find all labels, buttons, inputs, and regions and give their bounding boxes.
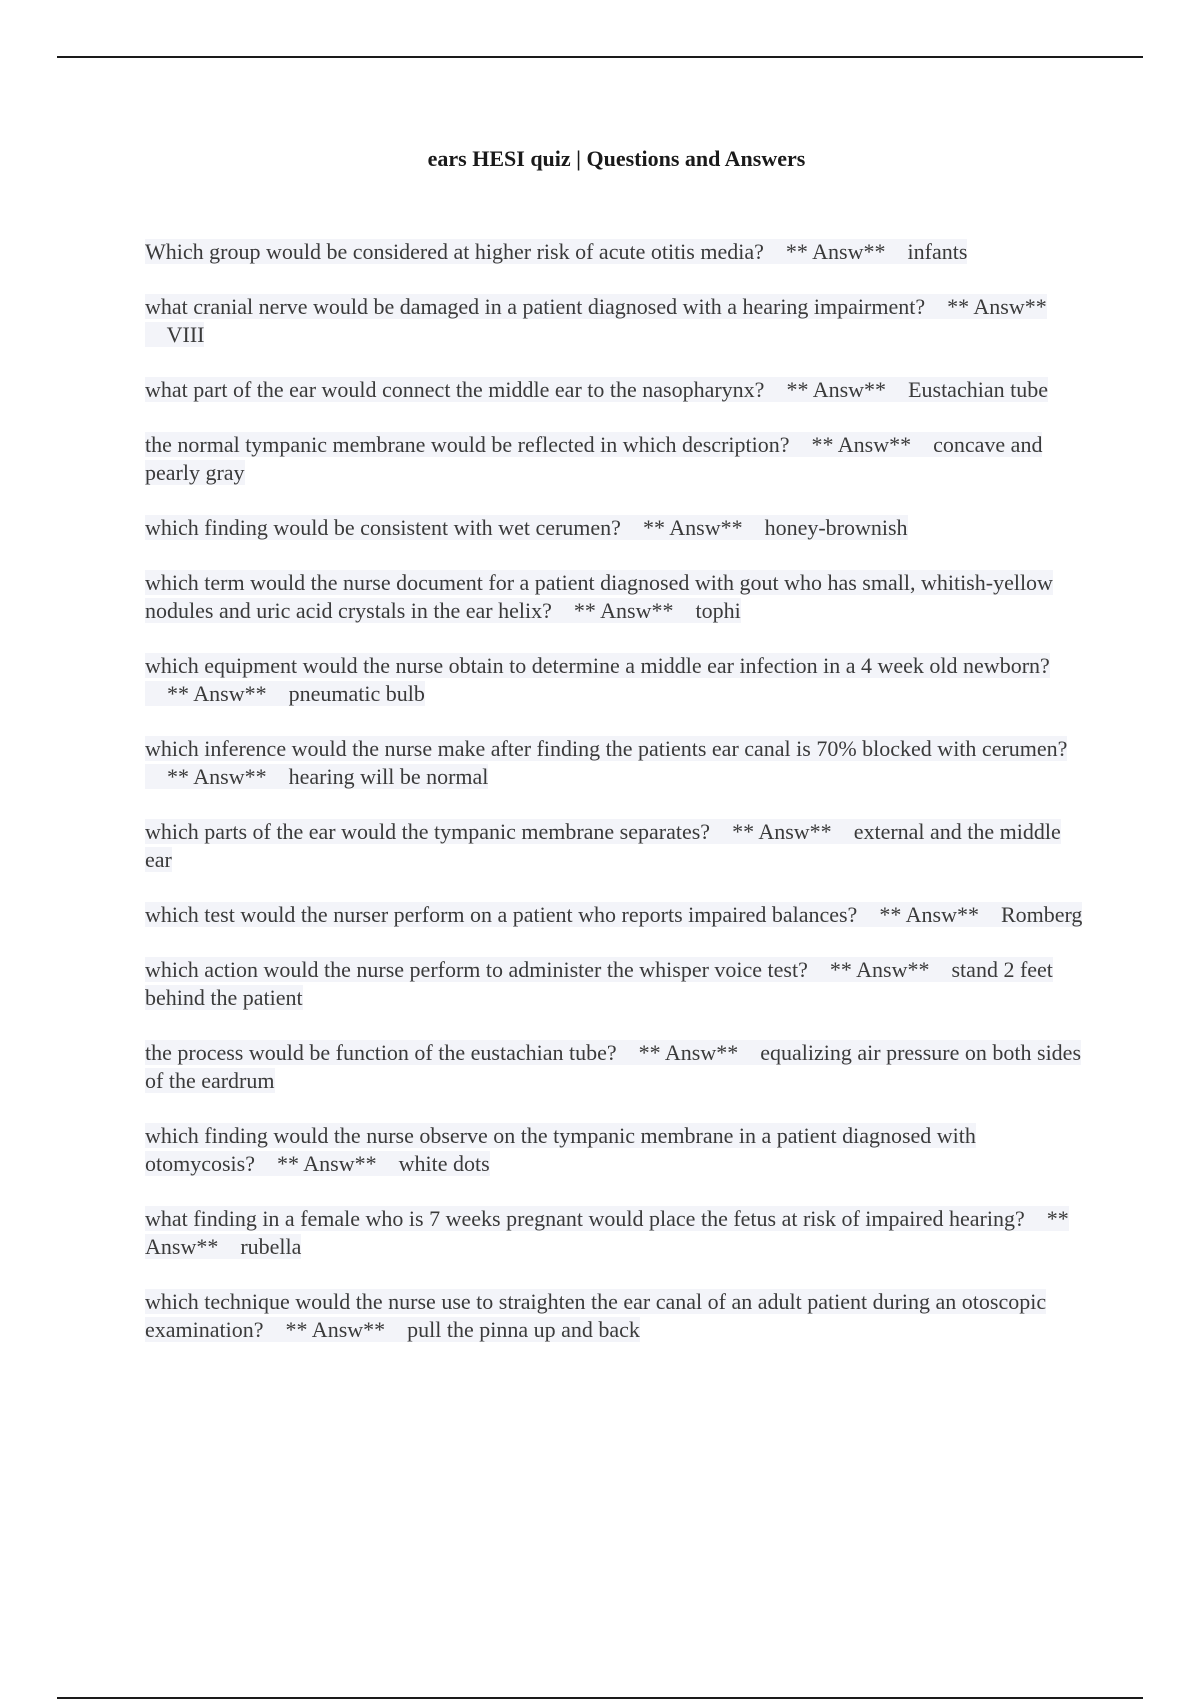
qa-item — [145, 569, 1085, 625]
answer-text: honey-brownish — [764, 515, 908, 540]
page-title: ears HESI quiz | Questions and Answers — [427, 146, 806, 171]
question-text: which parts of the ear would the tympanic membrane separates? — [145, 819, 711, 844]
qa-text — [145, 736, 1067, 789]
question-text: which finding would be consistent with wet cerumen? — [145, 515, 621, 540]
qa-text — [145, 957, 1053, 1010]
question-text: which technique would the nurse use to straighten the ear canal of an adult patient during an otoscopic examination? — [145, 1289, 1047, 1342]
question-text: the process would be function of the eustachian tube? — [145, 1040, 617, 1065]
question-text: Which group would be considered at higher risk of acute otitis media? — [145, 239, 764, 264]
qa-list — [145, 238, 1085, 1371]
question-text: which term would the nurse document for a patient diagnosed with gout who has small, whitish-yellow nodules and uric acid crystals in the ear helix? — [145, 570, 1053, 623]
answer-marker: ** Answ** — [638, 1040, 739, 1065]
qa-text — [145, 1040, 1081, 1093]
qa-item — [145, 1205, 1085, 1261]
answer-text: infants — [907, 239, 968, 264]
answer-marker: ** Answ** — [277, 1151, 377, 1176]
answer-marker: ** Answ** — [879, 902, 979, 927]
answer-text: Eustachian tube — [908, 377, 1048, 402]
answer-text: equalizing air pressure on both sides of the eardrum — [145, 1040, 1082, 1093]
qa-text — [145, 1123, 976, 1176]
footer-rule — [57, 1697, 1143, 1699]
answer-marker: ** Answ** — [642, 515, 743, 540]
answer-marker: ** Answ** — [786, 377, 887, 402]
qa-item — [145, 293, 1085, 349]
qa-text — [145, 1206, 1069, 1259]
qa-text — [145, 294, 1047, 347]
answer-text: Romberg — [1000, 902, 1083, 927]
answer-marker: ** Answ** — [829, 957, 930, 982]
question-text: what cranial nerve would be damaged in a patient diagnosed with a hearing impairment? — [145, 294, 926, 319]
qa-item — [145, 376, 1085, 404]
answer-text: external and the middle ear — [145, 819, 1061, 872]
question-text: which finding would the nurse observe on the tympanic membrane in a patient diagnosed with otomycosis? — [145, 1123, 976, 1176]
question-text: what part of the ear would connect the middle ear to the nasopharynx? — [145, 377, 765, 402]
answer-text: VIII — [166, 322, 205, 347]
qa-text — [145, 1289, 1046, 1342]
qa-item — [145, 956, 1085, 1012]
answer-text: pneumatic bulb — [288, 681, 425, 706]
qa-text — [145, 377, 1048, 402]
qa-item — [145, 652, 1085, 708]
qa-text — [145, 570, 1053, 623]
qa-text — [145, 239, 967, 264]
qa-item — [145, 238, 1085, 266]
answer-text: concave and pearly gray — [145, 432, 1043, 485]
answer-marker: ** Answ** — [167, 764, 267, 789]
qa-item — [145, 514, 1085, 542]
answer-text: stand 2 feet behind the patient — [145, 957, 1053, 1010]
answer-text: rubella — [240, 1234, 302, 1259]
qa-text — [145, 653, 1050, 706]
question-text: what finding in a female who is 7 weeks pregnant would place the fetus at risk of impaired hearing? — [145, 1206, 1025, 1231]
answer-marker: ** Answ** — [167, 681, 267, 706]
answer-text: white dots — [398, 1151, 490, 1176]
answer-marker: ** Answ** — [947, 294, 1047, 319]
answer-text: hearing will be normal — [288, 764, 489, 789]
qa-text — [145, 819, 1061, 872]
qa-item — [145, 901, 1085, 929]
qa-item — [145, 431, 1085, 487]
qa-text — [145, 515, 908, 540]
qa-text — [145, 432, 1042, 485]
qa-item — [145, 1288, 1085, 1344]
answer-marker: ** Answ** — [145, 1206, 1069, 1259]
answer-text: pull the pinna up and back — [407, 1317, 640, 1342]
question-text: which equipment would the nurse obtain to determine a middle ear infection in a 4 week old newborn? — [145, 653, 1050, 678]
answer-marker: ** Answ** — [785, 239, 886, 264]
answer-marker: ** Answ** — [573, 598, 674, 623]
qa-item — [145, 1039, 1085, 1095]
qa-item — [145, 818, 1085, 874]
qa-item — [145, 1122, 1085, 1178]
question-text: the normal tympanic membrane would be reflected in which description? — [145, 432, 790, 457]
question-text: which action would the nurse perform to administer the whisper voice test? — [145, 957, 808, 982]
answer-text: tophi — [695, 598, 741, 623]
question-text: which test would the nurser perform on a patient who reports impaired balances? — [145, 902, 858, 927]
header-rule — [57, 56, 1143, 58]
question-text: which inference would the nurse make after finding the patients ear canal is 70% blocked with cerumen? — [145, 736, 1068, 761]
answer-marker: ** Answ** — [285, 1317, 386, 1342]
qa-item — [145, 735, 1085, 791]
qa-text — [145, 902, 1082, 927]
answer-marker: ** Answ** — [811, 432, 912, 457]
answer-marker: ** Answ** — [732, 819, 832, 844]
